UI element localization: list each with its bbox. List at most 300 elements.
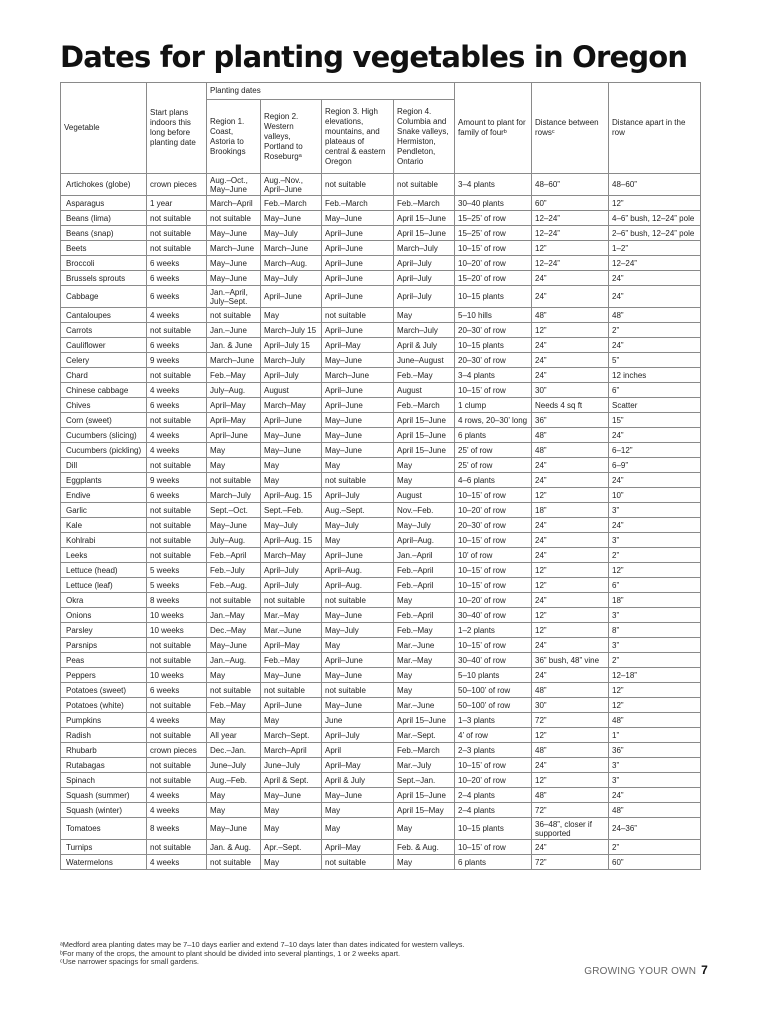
cell-amount: 2–3 plants (455, 743, 532, 758)
table-row (61, 488, 701, 503)
cell-distance-rows: 12” (532, 728, 609, 743)
cell-start-indoors: 1 year (147, 196, 207, 211)
cell-region-1: April–May (207, 413, 261, 428)
cell-region-2: May (261, 855, 322, 870)
cell-amount: 1–3 plants (455, 713, 532, 728)
header-amount: Amount to plant for family of fourᵇ (455, 83, 532, 174)
cell-distance-apart: 12” (609, 683, 701, 698)
cell-distance-rows: 12–24” (532, 211, 609, 226)
cell-distance-apart: 8” (609, 623, 701, 638)
cell-distance-apart: 1” (609, 728, 701, 743)
cell-region-3: April–June (322, 398, 394, 413)
cell-distance-rows: 30” (532, 383, 609, 398)
cell-distance-rows: 12” (532, 563, 609, 578)
cell-region-2: Aug.–Nov., April–June (261, 174, 322, 196)
cell-distance-apart: 2” (609, 653, 701, 668)
cell-region-4: Feb. & Aug. (394, 840, 455, 855)
cell-region-2: April–July 15 (261, 338, 322, 353)
cell-vegetable: Turnips (61, 840, 147, 855)
cell-region-3: April–June (322, 323, 394, 338)
cell-vegetable: Eggplants (61, 473, 147, 488)
cell-region-4: May (394, 683, 455, 698)
cell-distance-rows: 48” (532, 788, 609, 803)
cell-region-4: Feb.–May (394, 623, 455, 638)
cell-region-4: August (394, 383, 455, 398)
cell-region-4: Mar.–June (394, 638, 455, 653)
cell-region-1: Jan. & June (207, 338, 261, 353)
cell-region-1: Dec.–Jan. (207, 743, 261, 758)
cell-region-4: April–Aug. (394, 533, 455, 548)
cell-amount: 1–2 plants (455, 623, 532, 638)
cell-region-3: May–June (322, 353, 394, 368)
cell-region-4: Feb.–March (394, 196, 455, 211)
cell-distance-apart: 12” (609, 698, 701, 713)
table-row (61, 286, 701, 308)
cell-region-2: May (261, 473, 322, 488)
header-distance-apart: Distance apart in the row (609, 83, 701, 174)
table-row (61, 713, 701, 728)
cell-amount: 25’ of row (455, 443, 532, 458)
table-row (61, 368, 701, 383)
table-row (61, 653, 701, 668)
cell-distance-rows: 48” (532, 443, 609, 458)
cell-region-4: April–July (394, 256, 455, 271)
cell-start-indoors: not suitable (147, 653, 207, 668)
cell-start-indoors: 10 weeks (147, 668, 207, 683)
page-number: 7 (701, 963, 708, 977)
cell-distance-apart: 24” (609, 338, 701, 353)
cell-region-1: May (207, 713, 261, 728)
cell-vegetable: Squash (winter) (61, 803, 147, 818)
cell-region-1: March–July (207, 488, 261, 503)
cell-region-3: April–Aug. (322, 563, 394, 578)
header-planting-dates: Planting dates (207, 83, 455, 100)
cell-distance-rows: 36” bush, 48” vine (532, 653, 609, 668)
cell-vegetable: Lettuce (head) (61, 563, 147, 578)
cell-region-2: March–May (261, 398, 322, 413)
cell-distance-apart: 6–12” (609, 443, 701, 458)
cell-vegetable: Radish (61, 728, 147, 743)
footnote-a: ᵃMedford area planting dates may be 7–10 days earlier and extend 7–10 days later than dates indicated for western valleys. (60, 940, 465, 949)
cell-region-1: Feb.–May (207, 698, 261, 713)
table-row (61, 608, 701, 623)
cell-region-1: May–June (207, 818, 261, 840)
cell-amount: 4–6 plants (455, 473, 532, 488)
cell-start-indoors: 6 weeks (147, 683, 207, 698)
cell-region-3: April & July (322, 773, 394, 788)
cell-distance-apart: Scatter (609, 398, 701, 413)
header-region-3: Region 3. High elevations, mountains, and plateaus of central & eastern Oregon (322, 100, 394, 174)
cell-distance-apart: 3” (609, 773, 701, 788)
cell-distance-apart: 48–60” (609, 174, 701, 196)
table-row (61, 788, 701, 803)
cell-region-4: April 15–June (394, 788, 455, 803)
cell-start-indoors: not suitable (147, 241, 207, 256)
cell-amount: 10–15’ of row (455, 758, 532, 773)
cell-region-1: July–Aug. (207, 533, 261, 548)
cell-start-indoors: not suitable (147, 533, 207, 548)
cell-region-3: March–June (322, 368, 394, 383)
cell-distance-rows: 24” (532, 286, 609, 308)
cell-start-indoors: 10 weeks (147, 623, 207, 638)
cell-vegetable: Okra (61, 593, 147, 608)
cell-region-1: May–June (207, 271, 261, 286)
cell-region-1: May–June (207, 256, 261, 271)
cell-distance-rows: 12” (532, 608, 609, 623)
cell-distance-rows: 24” (532, 638, 609, 653)
cell-start-indoors: 4 weeks (147, 308, 207, 323)
cell-amount: 10–15 plants (455, 286, 532, 308)
cell-region-1: March–June (207, 241, 261, 256)
cell-region-2: April–July (261, 578, 322, 593)
cell-region-4: April 15–June (394, 413, 455, 428)
cell-region-2: May (261, 818, 322, 840)
cell-vegetable: Squash (summer) (61, 788, 147, 803)
cell-region-3: June (322, 713, 394, 728)
cell-vegetable: Peas (61, 653, 147, 668)
cell-distance-rows: 18” (532, 503, 609, 518)
cell-region-4: Sept.–Jan. (394, 773, 455, 788)
cell-region-4: Feb.–April (394, 563, 455, 578)
table-body (61, 174, 701, 870)
cell-start-indoors: 6 weeks (147, 286, 207, 308)
cell-amount: 10–15’ of row (455, 638, 532, 653)
cell-start-indoors: not suitable (147, 226, 207, 241)
cell-start-indoors: 5 weeks (147, 578, 207, 593)
footer-label: GROWING YOUR OWN (584, 966, 697, 977)
cell-vegetable: Parsnips (61, 638, 147, 653)
cell-distance-apart: 15” (609, 413, 701, 428)
table-row (61, 383, 701, 398)
table-row (61, 855, 701, 870)
cell-region-4: May–July (394, 518, 455, 533)
cell-amount: 1 clump (455, 398, 532, 413)
table-row (61, 226, 701, 241)
table-row (61, 668, 701, 683)
cell-amount: 5–10 hills (455, 308, 532, 323)
table-row (61, 743, 701, 758)
cell-region-4: August (394, 488, 455, 503)
cell-region-3: not suitable (322, 855, 394, 870)
cell-vegetable: Cauliflower (61, 338, 147, 353)
cell-region-3: April–June (322, 383, 394, 398)
cell-distance-rows: 12” (532, 623, 609, 638)
cell-vegetable: Celery (61, 353, 147, 368)
cell-region-4: Feb.–March (394, 743, 455, 758)
cell-distance-apart: 3” (609, 533, 701, 548)
cell-region-2: April–July (261, 563, 322, 578)
cell-region-2: March–July (261, 353, 322, 368)
cell-region-4: Mar.–July (394, 758, 455, 773)
cell-amount: 6 plants (455, 428, 532, 443)
cell-distance-rows: 24” (532, 518, 609, 533)
cell-region-2: March–Aug. (261, 256, 322, 271)
table-row (61, 698, 701, 713)
cell-amount: 10–20’ of row (455, 256, 532, 271)
cell-start-indoors: 4 weeks (147, 788, 207, 803)
cell-distance-rows: 24” (532, 473, 609, 488)
cell-region-4: June–August (394, 353, 455, 368)
header-region-4: Region 4. Columbia and Snake valleys, Hermiston, Pendleton, Ontario (394, 100, 455, 174)
cell-region-3: April (322, 743, 394, 758)
header-region-2: Region 2. Western valleys, Portland to Roseburgᵃ (261, 100, 322, 174)
cell-region-1: All year (207, 728, 261, 743)
cell-region-1: May–June (207, 638, 261, 653)
cell-distance-apart: 24” (609, 271, 701, 286)
cell-region-3: April–June (322, 226, 394, 241)
cell-start-indoors: 4 weeks (147, 443, 207, 458)
cell-start-indoors: not suitable (147, 518, 207, 533)
cell-start-indoors: not suitable (147, 698, 207, 713)
cell-distance-rows: 24” (532, 758, 609, 773)
cell-region-3: Aug.–Sept. (322, 503, 394, 518)
cell-distance-apart: 12” (609, 196, 701, 211)
cell-distance-apart: 2” (609, 323, 701, 338)
table-row (61, 196, 701, 211)
cell-region-1: not suitable (207, 211, 261, 226)
cell-region-3: May (322, 803, 394, 818)
cell-amount: 30–40’ of row (455, 608, 532, 623)
cell-amount: 15–20’ of row (455, 271, 532, 286)
cell-amount: 10–15’ of row (455, 488, 532, 503)
cell-distance-apart: 48” (609, 803, 701, 818)
cell-region-2: not suitable (261, 593, 322, 608)
cell-region-4: April 15–June (394, 443, 455, 458)
cell-vegetable: Rutabagas (61, 758, 147, 773)
table-row (61, 773, 701, 788)
cell-region-4: May (394, 668, 455, 683)
cell-distance-apart: 24–36” (609, 818, 701, 840)
cell-vegetable: Chinese cabbage (61, 383, 147, 398)
table-row (61, 593, 701, 608)
cell-region-1: March–April (207, 196, 261, 211)
cell-distance-apart: 1–2” (609, 241, 701, 256)
cell-vegetable: Beans (snap) (61, 226, 147, 241)
cell-start-indoors: 4 weeks (147, 383, 207, 398)
cell-region-4: Feb.–April (394, 608, 455, 623)
cell-region-2: May–June (261, 668, 322, 683)
cell-distance-rows: 36–48”, closer if supported (532, 818, 609, 840)
cell-region-1: May (207, 788, 261, 803)
cell-region-3: Feb.–March (322, 196, 394, 211)
table-row (61, 398, 701, 413)
cell-region-1: May–June (207, 518, 261, 533)
table-row (61, 683, 701, 698)
cell-vegetable: Leeks (61, 548, 147, 563)
cell-region-1: Feb.–Aug. (207, 578, 261, 593)
table-row (61, 271, 701, 286)
cell-distance-apart: 3” (609, 638, 701, 653)
cell-distance-rows: 48” (532, 743, 609, 758)
cell-start-indoors: not suitable (147, 458, 207, 473)
cell-region-4: March–July (394, 323, 455, 338)
table-row (61, 518, 701, 533)
cell-amount: 25’ of row (455, 458, 532, 473)
planting-dates-table (60, 82, 701, 870)
cell-distance-rows: 48” (532, 428, 609, 443)
cell-vegetable: Cabbage (61, 286, 147, 308)
cell-region-2: April–May (261, 638, 322, 653)
cell-region-2: May–June (261, 211, 322, 226)
cell-distance-rows: 36” (532, 413, 609, 428)
cell-start-indoors: 5 weeks (147, 563, 207, 578)
cell-region-4: April–July (394, 271, 455, 286)
cell-region-3: May–June (322, 608, 394, 623)
cell-region-4: Nov.–Feb. (394, 503, 455, 518)
cell-region-3: May–June (322, 668, 394, 683)
cell-distance-rows: 12” (532, 323, 609, 338)
cell-start-indoors: 4 weeks (147, 855, 207, 870)
cell-vegetable: Brussels sprouts (61, 271, 147, 286)
cell-vegetable: Pumpkins (61, 713, 147, 728)
cell-start-indoors: 4 weeks (147, 428, 207, 443)
cell-region-3: May–June (322, 413, 394, 428)
cell-region-1: April–June (207, 428, 261, 443)
cell-distance-rows: 24” (532, 353, 609, 368)
cell-distance-rows: 48–60” (532, 174, 609, 196)
cell-region-4: April–July (394, 286, 455, 308)
cell-amount: 3–4 plants (455, 368, 532, 383)
cell-amount: 10–15’ of row (455, 533, 532, 548)
cell-region-2: Feb.–March (261, 196, 322, 211)
cell-start-indoors: crown pieces (147, 174, 207, 196)
cell-vegetable: Kohlrabi (61, 533, 147, 548)
cell-amount: 5–10 plants (455, 668, 532, 683)
cell-region-3: April–May (322, 338, 394, 353)
table-row (61, 758, 701, 773)
cell-distance-apart: 6–9” (609, 458, 701, 473)
cell-region-4: May (394, 855, 455, 870)
cell-region-4: May (394, 458, 455, 473)
cell-region-4: May (394, 593, 455, 608)
cell-amount: 15–25’ of row (455, 211, 532, 226)
table-row (61, 338, 701, 353)
cell-region-3: May–June (322, 428, 394, 443)
cell-region-2: March–May (261, 548, 322, 563)
cell-region-1: not suitable (207, 593, 261, 608)
table-row (61, 533, 701, 548)
cell-region-2: March–July 15 (261, 323, 322, 338)
cell-vegetable: Asparagus (61, 196, 147, 211)
cell-region-3: not suitable (322, 473, 394, 488)
cell-region-1: Dec.–May (207, 623, 261, 638)
table-row (61, 458, 701, 473)
cell-amount: 30–40’ of row (455, 653, 532, 668)
table-row (61, 413, 701, 428)
table-row (61, 308, 701, 323)
cell-start-indoors: not suitable (147, 758, 207, 773)
cell-vegetable: Onions (61, 608, 147, 623)
cell-region-2: March–Sept. (261, 728, 322, 743)
cell-vegetable: Kale (61, 518, 147, 533)
cell-amount: 4’ of row (455, 728, 532, 743)
cell-distance-rows: 24” (532, 840, 609, 855)
cell-distance-rows: 24” (532, 593, 609, 608)
cell-amount: 2–4 plants (455, 788, 532, 803)
cell-region-2: April–June (261, 286, 322, 308)
cell-distance-apart: 3” (609, 758, 701, 773)
cell-amount: 10–15’ of row (455, 563, 532, 578)
table-row (61, 803, 701, 818)
header-vegetable: Vegetable (61, 83, 147, 174)
cell-region-2: April & Sept. (261, 773, 322, 788)
cell-vegetable: Potatoes (white) (61, 698, 147, 713)
cell-region-3: April–June (322, 548, 394, 563)
cell-distance-rows: 72” (532, 855, 609, 870)
table-row (61, 563, 701, 578)
footnote-b: ᵇFor many of the crops, the amount to plant should be divided into several plantings, 1 or 2 weeks apart. (60, 948, 401, 958)
table-row (61, 323, 701, 338)
cell-region-2: May (261, 458, 322, 473)
header-start-indoors: Start plans indoors this long before planting date (147, 83, 207, 174)
cell-vegetable: Endive (61, 488, 147, 503)
cell-distance-apart: 24” (609, 788, 701, 803)
table-row (61, 174, 701, 196)
table-row (61, 211, 701, 226)
cell-vegetable: Artichokes (globe) (61, 174, 147, 196)
cell-region-2: March–April (261, 743, 322, 758)
cell-region-4: April 15–June (394, 713, 455, 728)
cell-start-indoors: not suitable (147, 323, 207, 338)
cell-region-3: May–July (322, 518, 394, 533)
cell-distance-apart: 36” (609, 743, 701, 758)
cell-region-4: April & July (394, 338, 455, 353)
cell-distance-apart: 3” (609, 503, 701, 518)
cell-distance-apart: 18” (609, 593, 701, 608)
cell-region-4: April 15–June (394, 211, 455, 226)
header-distance-rows: Distance between rowsᶜ (532, 83, 609, 174)
cell-region-1: not suitable (207, 683, 261, 698)
cell-distance-rows: 72” (532, 803, 609, 818)
cell-start-indoors: 6 weeks (147, 488, 207, 503)
cell-region-4: Feb.–May (394, 368, 455, 383)
cell-region-2: May–July (261, 518, 322, 533)
table-row (61, 241, 701, 256)
cell-start-indoors: 6 weeks (147, 256, 207, 271)
cell-amount: 10–20’ of row (455, 773, 532, 788)
cell-amount: 4 rows, 20–30’ long (455, 413, 532, 428)
cell-region-1: Feb.–July (207, 563, 261, 578)
cell-region-2: Mar.–May (261, 608, 322, 623)
cell-region-2: May (261, 713, 322, 728)
cell-distance-apart: 12 inches (609, 368, 701, 383)
cell-region-1: Feb.–May (207, 368, 261, 383)
cell-start-indoors: crown pieces (147, 743, 207, 758)
cell-region-4: April 15–May (394, 803, 455, 818)
cell-amount: 10–20’ of row (455, 593, 532, 608)
cell-amount: 20–30’ of row (455, 353, 532, 368)
cell-region-2: Feb.–May (261, 653, 322, 668)
cell-distance-apart: 12” (609, 563, 701, 578)
cell-vegetable: Tomatoes (61, 818, 147, 840)
cell-region-3: April–May (322, 758, 394, 773)
cell-region-2: Apr.–Sept. (261, 840, 322, 855)
cell-amount: 6 plants (455, 855, 532, 870)
cell-region-3: April–June (322, 653, 394, 668)
cell-amount: 15–25’ of row (455, 226, 532, 241)
cell-region-4: Jan.–April (394, 548, 455, 563)
cell-amount: 10–15’ of row (455, 840, 532, 855)
table-row (61, 428, 701, 443)
cell-vegetable: Carrots (61, 323, 147, 338)
table-row (61, 548, 701, 563)
cell-region-3: April–July (322, 728, 394, 743)
cell-amount: 10’ of row (455, 548, 532, 563)
cell-region-3: April–June (322, 286, 394, 308)
cell-region-1: Jan.–Aug. (207, 653, 261, 668)
cell-vegetable: Beans (lima) (61, 211, 147, 226)
cell-amount: 10–20’ of row (455, 503, 532, 518)
